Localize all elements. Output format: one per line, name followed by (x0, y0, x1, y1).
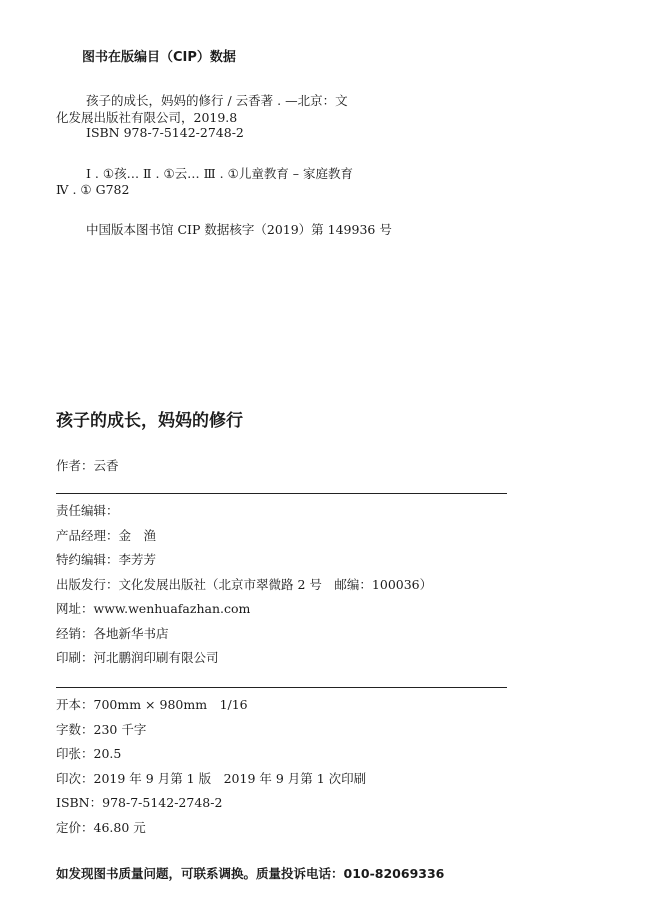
cip-line-1: 孩子的成长，妈妈的修行 / 云香著 . —北京：文 (86, 93, 348, 108)
credit-label: 网址： (56, 601, 94, 616)
credit-row-printer (56, 646, 432, 671)
cip-heading: 图书在版编目（CIP）数据 (82, 50, 236, 65)
credit-value: 文化发展出版社（北京市翠微路 2 号 邮编：100036） (118, 576, 433, 592)
credit-value: www.wenhuafazhan.com (93, 601, 251, 616)
divider-top (56, 493, 507, 494)
cip-line-6: 中国版本图书馆 CIP 数据核字（2019）第 149936 号 (86, 222, 392, 237)
credit-row-distributor (56, 622, 432, 647)
cip-line-4: Ⅰ . ①孩… Ⅱ . ①云… Ⅲ . ①儿童教育 – 家庭教育 (86, 166, 354, 181)
credit-label: 出版发行： (56, 576, 119, 592)
spec-value: 700mm × 980mm 1/16 (93, 697, 248, 712)
credit-label: 经销： (56, 625, 94, 641)
spec-row-price (56, 816, 366, 841)
spec-value: 978-7-5142-2748-2 (102, 795, 223, 810)
spec-label: 开本： (56, 697, 94, 712)
cip-line-5: Ⅳ . ① G782 (56, 182, 130, 197)
spec-value: 46.80 元 (93, 819, 146, 835)
specs-block (56, 693, 366, 840)
spec-value: 230 千字 (93, 721, 147, 737)
divider-bottom (56, 687, 507, 688)
credit-label: 产品经理： (56, 527, 119, 543)
quality-complaint-notice: 如发现图书质量问题，可联系调换。质量投诉电话：010-82069336 (56, 866, 445, 881)
spec-value: 2019 年 9 月第 1 版 2019 年 9 月第 1 次印刷 (93, 770, 367, 786)
credit-value: 各地新华书店 (93, 625, 169, 641)
spec-row-word-count (56, 718, 366, 743)
credit-label: 责任编辑： (56, 503, 119, 518)
spec-label: 字数： (56, 721, 94, 737)
cip-line-2: 化发展出版社有限公司，2019.8 (56, 110, 238, 125)
spec-label: ISBN： (56, 795, 103, 810)
credit-row-publisher (56, 573, 432, 598)
credit-row-website (56, 597, 432, 622)
credit-value: 金 渔 (118, 527, 157, 543)
spec-label: 定价： (56, 819, 94, 835)
spec-label: 印张： (56, 746, 94, 761)
spec-label: 印次： (56, 770, 94, 786)
spec-value: 20.5 (93, 746, 122, 761)
credit-row-editor (56, 499, 432, 524)
book-title: 孩子的成长，妈妈的修行 (56, 411, 243, 431)
spec-row-impression (56, 767, 366, 792)
credit-value: 河北鹏润印刷有限公司 (93, 650, 219, 665)
credit-label: 特约编辑： (56, 552, 119, 567)
credit-row-product-manager (56, 524, 432, 549)
credit-row-special-editor (56, 548, 432, 573)
credit-label: 印刷： (56, 650, 94, 665)
spec-row-format (56, 693, 366, 718)
cip-line-3: ISBN 978-7-5142-2748-2 (86, 125, 244, 140)
spec-row-isbn (56, 791, 366, 816)
book-author: 作者：云香 (56, 458, 119, 473)
credit-value: 李芳芳 (118, 552, 157, 567)
credits-block (56, 499, 432, 671)
spec-row-printed-sheets (56, 742, 366, 767)
